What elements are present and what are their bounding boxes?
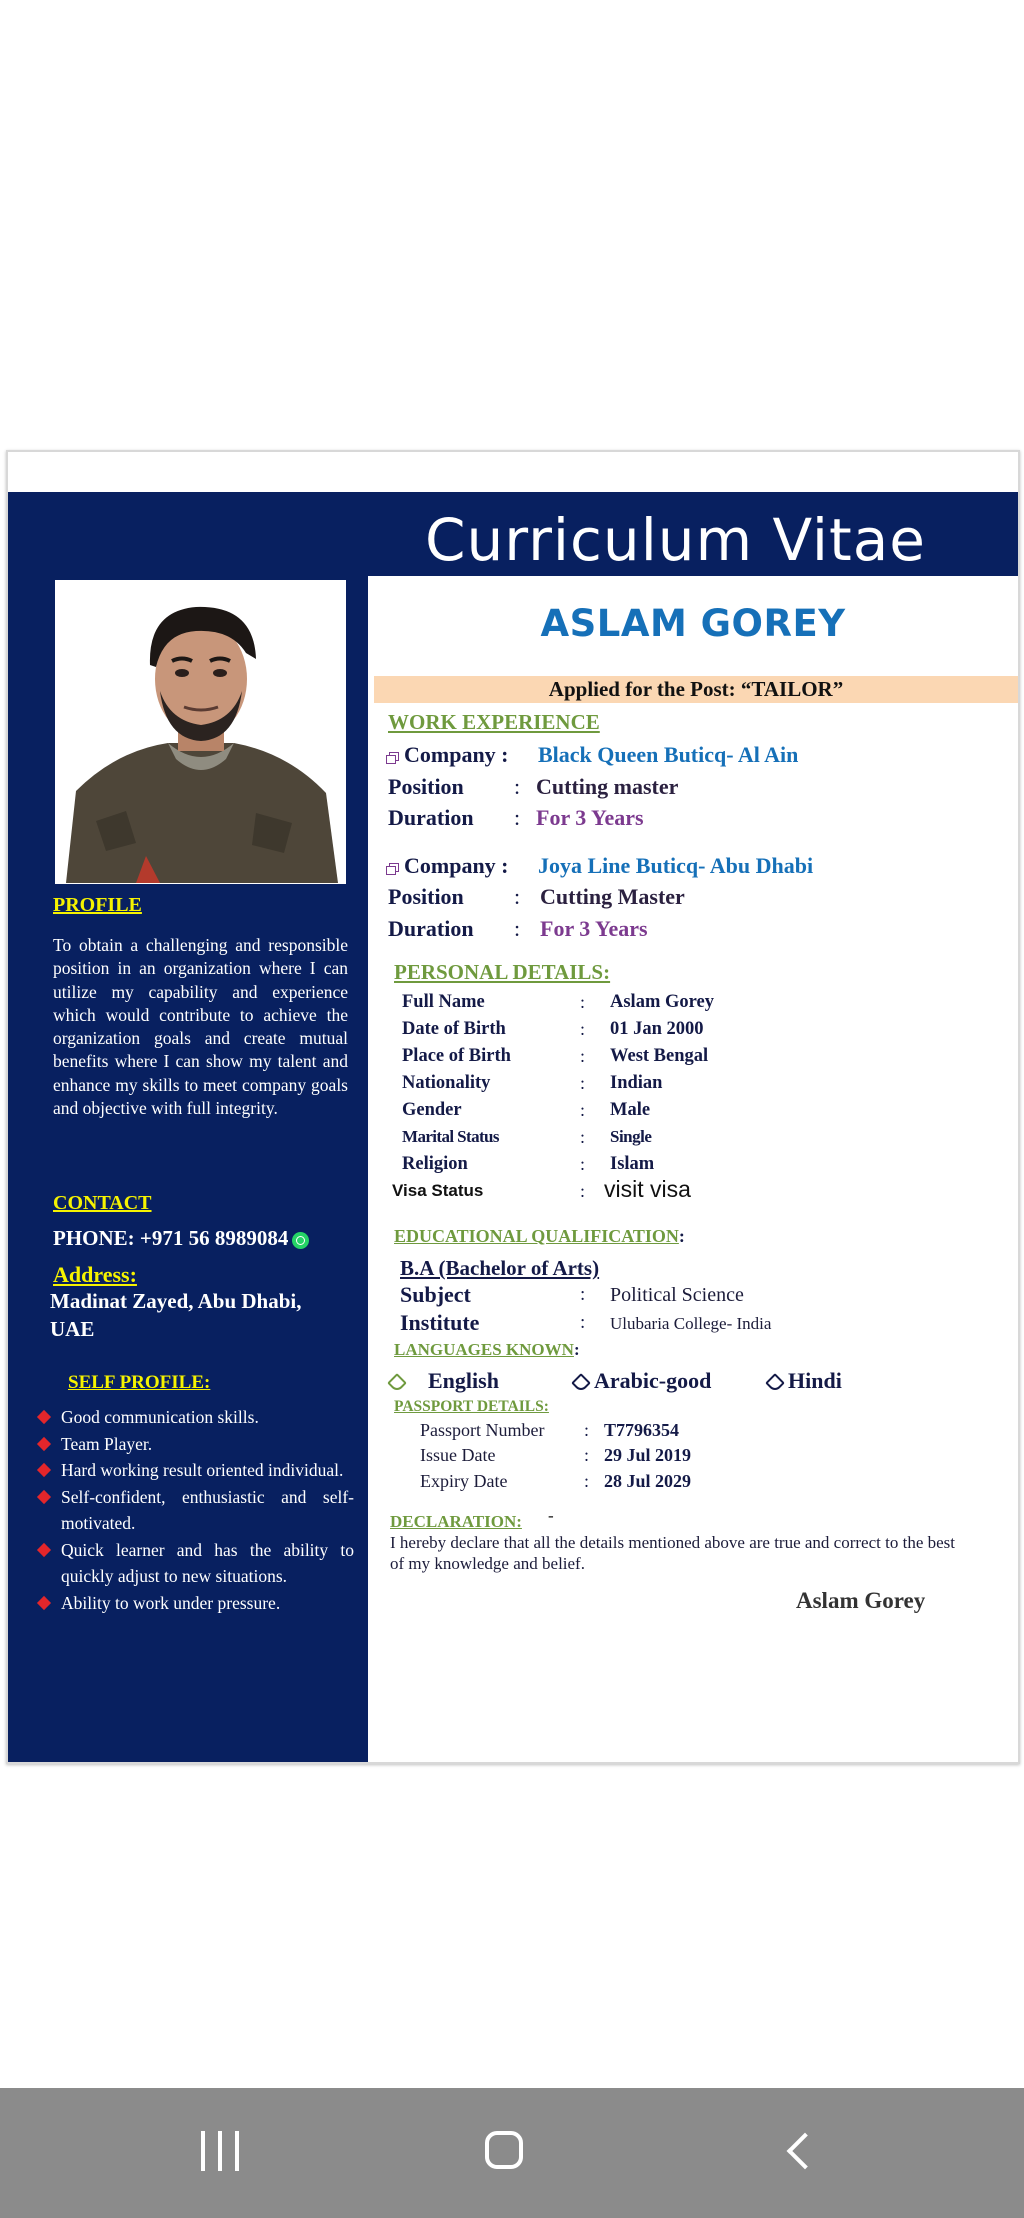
list-item: Ability to work under pressure.: [34, 1590, 354, 1617]
subject-label: Subject: [400, 1282, 471, 1307]
red-diamond-bullet: [37, 1595, 51, 1609]
education-heading: EDUCATIONAL QUALIFICATION: [394, 1226, 679, 1246]
language-item: English: [390, 1368, 499, 1394]
whatsapp-icon: [292, 1232, 309, 1249]
passport-value: T7796354: [604, 1420, 680, 1440]
window-bullet-icon: [386, 863, 398, 873]
institute-label: Institute: [400, 1310, 480, 1335]
personal-value: 01 Jan 2000: [610, 1019, 704, 1039]
main-column: ASLAM GOREY Applied for the Post: “TAILOR” WORK EXPERIENCE Company : Black Queen Buticq- Al Ain Position : Cutting master Duration : For 3 Years Company : Joya Line Buticq- Abu Dhabi Position : Cutting Master Duration : For 3 Years PERSONAL DETAILS: Full Name : Aslam Gorey Date of Birth : 01 Jan 2000 Place of Birth : West Bengal Nationality : Indian Gender : Male Marital Status : Single Religion : Islam Visa Status : visit visa EDUCATIONAL QUALIFICATION: B.A (Bachelor of Arts) Subject : Political Science Institute : Ulubaria College- India LANGUAGES KNOWN: English Arabic-good Hindi PASSPORT DETAILS: Passport Number : T7796354 Issue Date : 29 Jul 2019 Expiry Date : 28 Jul 2029 DECLARATION: - I hereby declare that all the details mentioned above are true and correct to the best of my knowledge and belief. Aslam Gorey: [368, 576, 1018, 1762]
personal-value: Aslam Gorey: [610, 992, 714, 1012]
declaration-text: I hereby declare that all the details mentioned above are true and correct to the best of my knowledge and belief.: [390, 1533, 955, 1573]
red-diamond-bullet: [37, 1489, 51, 1503]
position-value: Cutting master: [536, 774, 679, 799]
duration-value: For 3 Years: [540, 916, 648, 941]
personal-value: visit visa: [604, 1176, 691, 1202]
profile-photo: [55, 580, 346, 884]
candidate-name: ASLAM GOREY: [540, 602, 846, 645]
personal-value: Islam: [610, 1154, 655, 1174]
personal-value: Indian: [610, 1073, 663, 1093]
tag-bullet-icon: [571, 1373, 591, 1393]
android-nav-bar: [0, 2088, 1024, 2218]
personal-label: Religion: [402, 1154, 468, 1174]
languages-heading-row: LANGUAGES KNOWN:: [394, 1340, 580, 1359]
window-bullet-icon: [386, 752, 398, 762]
passport-label: Issue Date: [420, 1445, 496, 1465]
language-item: Hindi: [768, 1368, 842, 1394]
company-name: Joya Line Buticq- Abu Dhabi: [538, 853, 814, 878]
signature: Aslam Gorey: [796, 1588, 926, 1613]
personal-label: Gender: [402, 1100, 462, 1120]
personal-value: West Bengal: [610, 1046, 709, 1066]
personal-value: Male: [610, 1100, 651, 1120]
languages-heading: LANGUAGES KNOWN: [394, 1340, 574, 1359]
institute-value: Ulubaria College- India: [610, 1314, 772, 1333]
red-diamond-bullet: [37, 1463, 51, 1477]
personal-details-heading: PERSONAL DETAILS:: [394, 960, 611, 984]
declaration-heading: DECLARATION:: [390, 1512, 522, 1531]
tag-bullet-icon: [765, 1373, 785, 1393]
passport-value: 28 Jul 2029: [604, 1471, 692, 1491]
document-title: Curriculum Vitae: [425, 506, 926, 574]
passport-value: 29 Jul 2019: [604, 1445, 692, 1465]
declaration-mark: -: [548, 1506, 554, 1525]
personal-label: Marital Status: [402, 1127, 499, 1146]
work-experience-heading: WORK EXPERIENCE: [388, 710, 600, 734]
red-diamond-bullet: [37, 1542, 51, 1556]
company-name: Black Queen Buticq- Al Ain: [538, 742, 799, 767]
personal-value: Single: [610, 1127, 652, 1146]
position-value: Cutting Master: [540, 884, 685, 909]
duration-label: Duration: [388, 916, 474, 941]
degree: B.A (Bachelor of Arts): [400, 1256, 600, 1280]
red-diamond-bullet: [37, 1410, 51, 1424]
red-diamond-bullet: [37, 1436, 51, 1450]
list-item: Good communication skills.: [34, 1404, 354, 1431]
language-item: Arabic-good: [574, 1368, 711, 1394]
position-label: Position: [388, 774, 464, 799]
phone-number[interactable]: [53, 1226, 309, 1251]
position-label: Position: [388, 884, 464, 909]
skills-list: [34, 1404, 354, 1616]
passport-label: Expiry Date: [420, 1471, 508, 1491]
sidebar: [8, 492, 368, 1762]
personal-label: Date of Birth: [402, 1019, 506, 1039]
back-icon[interactable]: [780, 2133, 816, 2169]
address-heading: Address:: [53, 1262, 137, 1287]
passport-heading: PASSPORT DETAILS:: [394, 1398, 549, 1415]
personal-label: Full Name: [402, 992, 485, 1012]
list-item: Quick learner and has the ability to quickly adjust to new situations.: [34, 1537, 354, 1590]
applied-post: Applied for the Post: “TAILOR”: [374, 676, 1018, 703]
home-icon[interactable]: [485, 2131, 523, 2169]
cv-document: [6, 450, 1020, 1764]
profile-text: To obtain a challenging and responsible position in an organization where I can utilize my capability and experience which would contribute to achieve the organization goals and create mutual benefits where I can show my talent and enhance my skills to meet company goals and objective with full integrity.: [53, 935, 348, 1119]
list-item: Self-confident, enthusiastic and self-motivated.: [34, 1484, 354, 1537]
personal-label: Nationality: [402, 1073, 491, 1093]
self-profile-heading: SELF PROFILE:: [68, 1372, 211, 1393]
recent-apps-icon[interactable]: [201, 2131, 241, 2171]
phone-text: PHONE: +971 56 8989084: [53, 1226, 289, 1250]
title-band: [368, 492, 1018, 576]
job-company-row: Company :: [386, 853, 509, 879]
passport-label: Passport Number: [420, 1420, 545, 1440]
personal-label: Visa Status: [392, 1181, 484, 1200]
list-item: Hard working result oriented individual.: [34, 1457, 354, 1484]
contact-heading: CONTACT: [53, 1192, 152, 1214]
list-item: Team Player.: [34, 1431, 354, 1458]
job-company-row: Company :: [386, 742, 509, 768]
duration-label: Duration: [388, 805, 474, 830]
address-text: Madinat Zayed, Abu Dhabi, UAE: [50, 1289, 302, 1341]
profile-heading: PROFILE: [53, 894, 142, 916]
personal-label: Place of Birth: [402, 1046, 511, 1066]
education-heading-row: EDUCATIONAL QUALIFICATION:: [394, 1226, 685, 1246]
subject-value: Political Science: [610, 1284, 744, 1306]
duration-value: For 3 Years: [536, 805, 644, 830]
tag-bullet-icon: [387, 1373, 407, 1393]
